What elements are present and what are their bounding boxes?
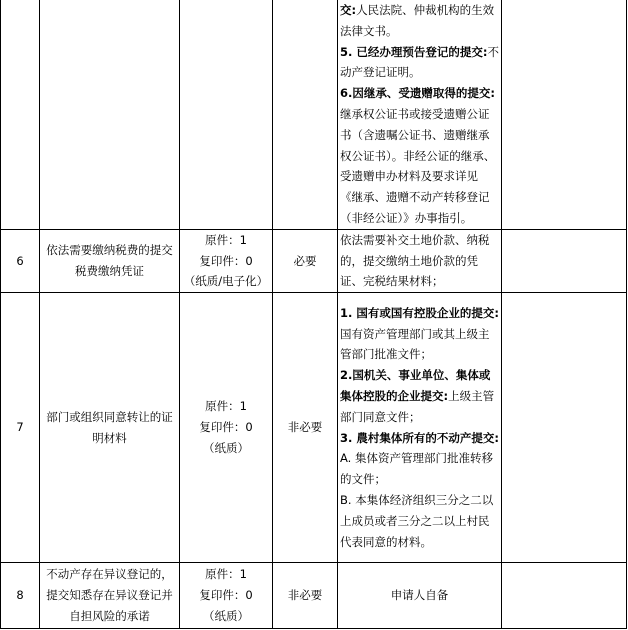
required-flag: 非必要 <box>273 293 338 563</box>
material-description <box>338 563 502 629</box>
desc-bold: 5. 已经办理预告登记的提交: <box>340 44 488 59</box>
desc-paragraph <box>340 448 499 490</box>
count-format: （纸质） <box>203 441 249 456</box>
material-count <box>180 563 273 629</box>
material-name: 不动产存在异议登记的，提交知悉存在异议登记并自担风险的承诺 <box>40 563 180 629</box>
required-flag: 必要 <box>273 229 338 292</box>
row-number: 7 <box>1 293 40 563</box>
empty-cell <box>502 293 627 563</box>
count-format: （纸质） <box>203 609 249 624</box>
desc-bold: 6.因继承、受遗赠取得的提交: <box>340 86 495 101</box>
table-row <box>1 563 627 629</box>
row-number: 8 <box>1 563 40 629</box>
desc-text: 国有资产管理部门或其上级主管部门批准文件； <box>340 326 490 362</box>
empty-cell <box>502 563 627 629</box>
required-flag <box>273 0 338 229</box>
desc-text: 申请人自备 <box>390 588 449 603</box>
row-number <box>1 0 40 229</box>
material-description <box>338 293 502 563</box>
desc-text: 不动产登记证明。 <box>340 44 499 80</box>
material-count <box>180 0 273 229</box>
count-copy: 复印件：0 <box>199 253 253 268</box>
material-count <box>180 229 273 292</box>
empty-cell <box>502 0 627 229</box>
material-description <box>338 0 502 229</box>
material-count <box>180 293 273 563</box>
desc-text: A. 集体资产管理部门批准转移的文件； <box>340 451 493 487</box>
required-flag: 非必要 <box>273 563 338 629</box>
material-name: 部门或组织同意转让的证明材料 <box>40 293 180 563</box>
desc-paragraph <box>340 230 499 292</box>
desc-paragraph <box>340 585 499 606</box>
count-original: 原件：1 <box>205 399 247 414</box>
table-row <box>1 293 627 563</box>
desc-paragraph <box>340 303 499 365</box>
desc-text: B. 本集体经济组织三分之二以上成员或者三分之二以上村民代表同意的材料。 <box>340 493 494 549</box>
empty-cell <box>502 229 627 292</box>
desc-bold: 2.国机关、事业单位、集体或集体控股的企业提交: <box>340 368 491 404</box>
count-copy: 复印件：0 <box>199 420 253 435</box>
count-copy: 复印件：0 <box>199 588 253 603</box>
material-name <box>40 0 180 229</box>
desc-bold: 交: <box>340 3 357 17</box>
table-row <box>1 0 627 229</box>
count-original: 原件：1 <box>205 567 247 582</box>
desc-bold: 1. 国有或国有控股企业的提交: <box>340 305 499 320</box>
row-number: 6 <box>1 229 40 292</box>
desc-paragraph <box>340 428 499 449</box>
desc-text: 人民法院、仲裁机构的生效法律文书。 <box>340 3 495 38</box>
desc-paragraph <box>340 42 499 84</box>
material-name: 依法需要缴纳税费的提交税费缴纳凭证 <box>40 229 180 292</box>
desc-text: 上级主管部门同意文件； <box>340 389 495 424</box>
desc-bold: 3. 農村集体所有的不动产提交: <box>340 430 499 445</box>
desc-paragraph <box>340 490 499 552</box>
desc-text: 依法需要补交土地价款、纳税的，提交缴纳土地价款的凭证、完税结果材料； <box>340 232 490 289</box>
desc-paragraph <box>340 365 499 427</box>
desc-text: 继承权公证书或接受遗赠公证书（含遗嘱公证书、遗赠继承权公证书）。非经公证的继承、受遗赠申办材料及要求详见《继承、遗赠不动产转移登记（非经公证）》办事指引。 <box>340 106 496 225</box>
table-row <box>1 229 627 292</box>
count-format: （纸质/电子化） <box>183 274 269 289</box>
desc-paragraph <box>340 83 499 229</box>
count-original: 原件：1 <box>205 232 247 247</box>
material-description <box>338 229 502 292</box>
desc-paragraph <box>340 0 499 42</box>
